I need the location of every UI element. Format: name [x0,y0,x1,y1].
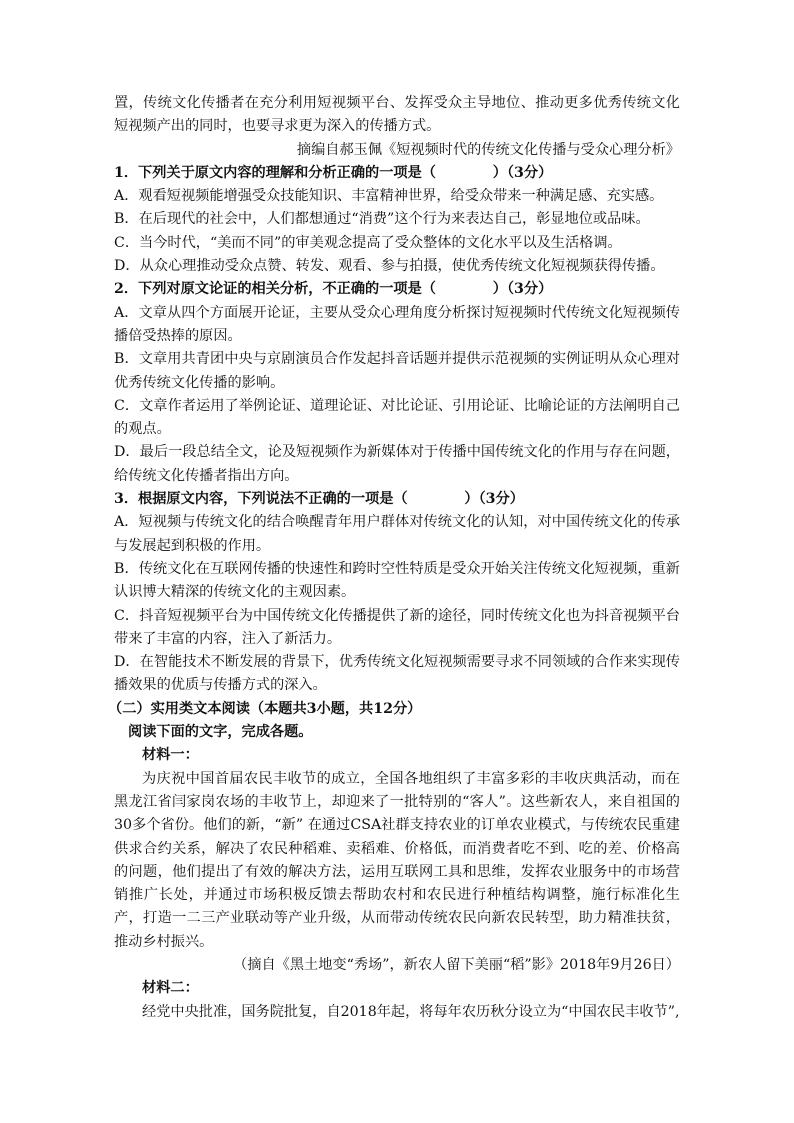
reading-instruction: 阅读下面的文字，完成各题。 [128,724,313,741]
question-3-option-b: B．传统文化在互联网传播的快速性和跨时空性特质是受众开始关注传统文化短视频，重新认识博大精深的传统文化的主观因素。 [114,560,680,601]
intro-source: 摘编自郝玉佩《短视频时代的传统文化传播与受众心理分析》 [296,141,680,158]
document-body [108,92,680,1024]
question-3-option-d: D．在智能技术不断发展的背景下，优秀传统文化短视频需要寻求不同领域的合作来实现传播效果的优质与传播方式的深入。 [114,654,680,694]
question-1-option-b: B．在后现代的社会中，人们都想通过“消费”这个行为来表达自己，彰显地位或品味。 [114,211,650,228]
question-2-stem: 2．下列对原文论证的相关分析，不正确的一项是（ ）（3分） [114,281,553,298]
question-2-option-c: C．文章作者运用了举例论证、道理论证、对比论证、引用论证、比喻论证的方法阐明自己的观点。 [114,397,680,438]
section-heading: （二）实用类文本阅读（本题共3小题，共12分） [108,700,422,717]
material-2-text: 经党中央批准，国务院批复，自2018年起，将每年农历秋分设立为“中国农民丰收节”, [142,1003,680,1020]
material-2-label: 材料二： [142,980,199,997]
question-1-option-c: C．当今时代，“美而不同”的审美观念提高了受众整体的文化水平以及生活格调。 [114,234,622,251]
question-3-stem: 3．根据原文内容，下列说法不正确的一项是（ ）（3分） [114,491,524,508]
question-2-option-d: D．最后一段总结全文，论及短视频作为新媒体对于传播中国传统文化的作用与存在问题，给传统文化传播者指出方向。 [114,444,680,484]
question-1-option-d: D．从众心理推动受众点赞、转发、观看、参与拍摄，使优秀传统文化短视频获得传播。 [114,258,665,275]
intro-paragraph: 置，传统文化传播者在充分利用短视频平台、发挥受众主导地位、推动更多优秀传统文化短视频产出的同时，也要寻求更为深入的传播方式。 [114,95,680,135]
question-1-option-a: A．观看短视频能增强受众技能知识、丰富精神世界，给受众带来一种满足感、充实感。 [114,188,664,205]
question-1-stem: 1．下列关于原文内容的理解和分析正确的一项是（ ）（3分） [114,164,553,181]
question-2-option-b: B．文章用共青团中央与京剧演员合作发起抖音话题并提供示范视频的实例证明从众心理对优秀传统文化传播的影响。 [114,351,680,391]
material-1-label: 材料一： [142,747,199,764]
question-2-option-a: A．文章从四个方面展开论证，主要从受众心理角度分析探讨短视频时代传统文化短视频传播倍受热捧的原因。 [114,304,680,344]
question-3-option-a: A．短视频与传统文化的结合唤醒青年用户群体对传统文化的认知，对中国传统文化的传承与发展起到积极的作用。 [114,514,680,554]
material-1-source: （摘自《黑土地变“秀场”，新农人留下美丽“稻”影》2018年9月26日） [233,956,680,973]
material-1-text: 为庆祝中国首届农民丰收节的成立，全国各地组织了丰富多彩的丰收庆典活动，而在黑龙江省闫家岗农场的丰收节上，却迎来了一批特别的“客人”。这些新农人，来自祖国的30多个省份。他们的新，“新” 在通过CSA社群支持农业的订单农业模式，与传统农民重建供求合约关系，解决了农民种稻难、卖稻难、价格低，而消费者吃不到、吃的差、价格高的问题，他们提出了有效的解决方法，运用互联网工具和思维，发挥农业服务中的市场营销推广长处，并通过市场积极反馈去帮助农村和农民进行种植结构调整，施行标准化生产，打造一二三产业联动等产业升级，从而带动传统农民向新农民转型，助力精准扶贫，推动乡村振兴。 [114,770,680,950]
question-3-option-c: C．抖音短视频平台为中国传统文化传播提供了新的途径，同时传统文化也为抖音视频平台带来了丰富的内容，注入了新活力。 [114,607,680,647]
